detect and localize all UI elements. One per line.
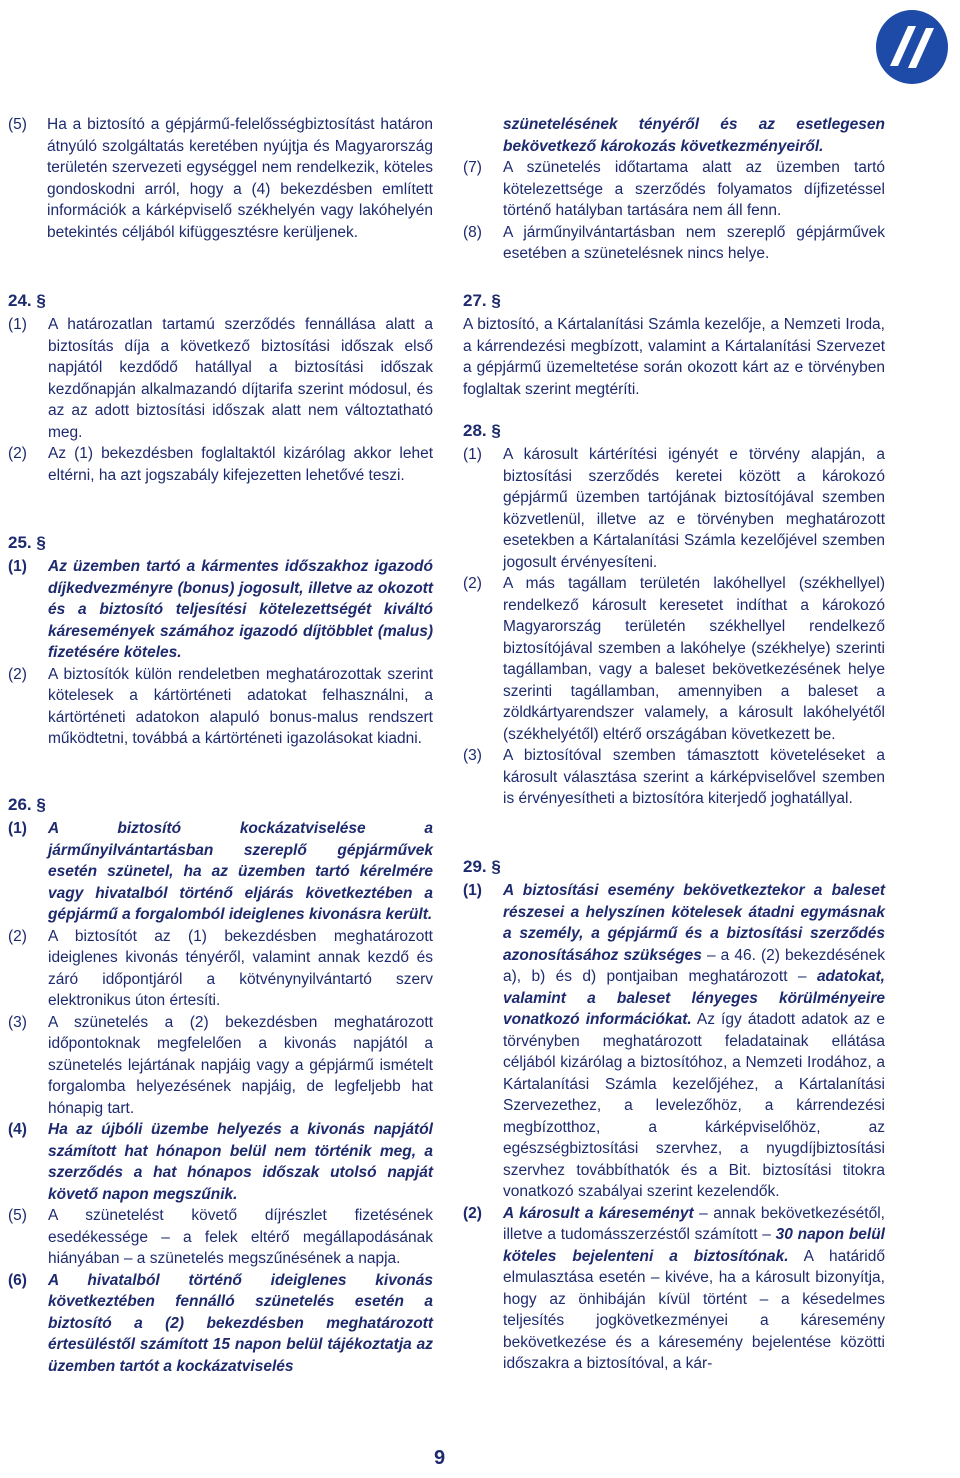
paragraph-3 bbox=[463, 745, 885, 810]
paragraph-7 bbox=[463, 157, 885, 222]
paragraph-text-bold-a: A károsult a káreseményt bbox=[503, 1204, 694, 1222]
paragraph-text: A biztosítóval szemben támasztott követeléseket a károsult választása szerint a kárképviselővel szemben is érvényesítheti a biztosítóra kiterjedő joghatállyal. bbox=[503, 747, 885, 807]
section-heading: 24. § bbox=[8, 291, 46, 310]
paragraph-1 bbox=[8, 556, 433, 664]
section-text: A biztosító, a Kártalanítási Számla kezelője, a Nemzeti Iroda, a kárrendezési megbízott, valamint a Kártalanítási Szervezet a gépjármű üzemeltetése során okozott kárt az e törvényben foglaltak szerint megtéríti. bbox=[463, 316, 885, 398]
paragraph-text: A járműnyilvántartásban nem szereplő gépjárművek esetében a szünetelésnek nincs helye. bbox=[503, 223, 885, 262]
paragraph-text: A szünetelést követő díjrészlet fizetésének esedékessége – a felek eltérő megállapodásának hiányában – a szünetelés megszűnésének a napja. bbox=[48, 1207, 433, 1267]
section-26 bbox=[8, 794, 433, 1377]
paragraph-8 bbox=[463, 222, 885, 265]
page-number: 9 bbox=[434, 1447, 446, 1469]
paragraph-text: A szünetelés a (2) bekezdésben meghatározott időpontoknak megfelelően a kivonás napjától a szünetelés lejártának napjáig vagy a gépjármű ismételt forgalomba helyezésének napjáig, de legfeljebb hat hónapig tart. bbox=[48, 1013, 433, 1117]
section-23-continuation bbox=[8, 114, 433, 243]
paragraph-5 bbox=[8, 114, 433, 243]
paragraph-2 bbox=[8, 664, 433, 750]
paragraph-number: (1) bbox=[463, 882, 482, 899]
paragraph-text: A más tagállam területén lakóhellyel (székhellyel) rendelkező károsult keresetet indíthat a károkozó Magyarország területén székhellyel rendelkező biztosítójával szemben a lakóhelye (székhelye) szerinti tagállamban, vagy a baleset bekövetkezésének helye szerinti tagállamban, amennyiben a baleset a zöldkártyarendszer valamely, a károsult lakóhelyétől (székhelyétől) eltérő országában következett be. bbox=[503, 575, 885, 743]
paragraph-number: (2) bbox=[463, 575, 482, 592]
insurer-logo-icon bbox=[872, 4, 952, 88]
paragraph-number: (1) bbox=[463, 446, 482, 463]
paragraph-number: (3) bbox=[8, 1013, 27, 1031]
paragraph-1 bbox=[8, 314, 433, 443]
section-24 bbox=[8, 290, 433, 486]
paragraph-1 bbox=[463, 880, 885, 1203]
paragraph-number: (7) bbox=[463, 159, 482, 176]
paragraph-number: (2) bbox=[8, 927, 27, 945]
section-heading: 27. § bbox=[463, 291, 501, 310]
paragraph-text: A szünetelés időtartama alatt az üzemben tartó kötelezettsége a szerződés folyamatos díjfizetéssel történő hatályban tartására nem áll fenn. bbox=[503, 159, 885, 219]
paragraph-text-plain-b: Az így átadott adatok az e törvényben meghatározott feladatainak ellátása céljából kizárólag a biztosítóhoz, a Nemzeti Irodához, a Kártalanítási Számla kezelőjéhez, a Kártalanítási Szervezethez, a levelezőhöz, a kárrendezési megbízotthoz, a kárképviselőhöz, az egészségbiztosítási szervhez, a nyugdíjbiztosítási szervhez továbbíthatók és a Bit. biztosítási titokra vonatkozó szabályai szerint kezelendők. bbox=[503, 1011, 885, 1200]
paragraph-text: A biztosítót az (1) bekezdésben meghatározott ideiglenes kivonás tényéről, valamint annak kezdő és záró időpontjáról a kötvénynyilvántartó szerv elektronikus úton értesíti. bbox=[48, 927, 433, 1009]
paragraph-2 bbox=[463, 1203, 885, 1375]
section-27 bbox=[463, 290, 885, 400]
paragraph-number: (3) bbox=[463, 747, 482, 764]
paragraph-text-plain-a: – a 46. (2) bekezdésének a), b) és d) pontjaiban meghatározott – bbox=[503, 946, 885, 985]
paragraph-text: Ha a biztosító a gépjármű-felelősségbiztosítást határon átnyúló szolgáltatás keretében nyújtja és Magyarország területén szervezeti egységgel nem rendelkezik, köteles gondoskodni arról, hogy a (4) bekezdésben említett információk a kárképviselő székhelyén vagy lakóhelyén betekintés céljából kifüggesztésre kerüljenek. bbox=[47, 116, 433, 241]
paragraph-number: (1) bbox=[8, 316, 27, 333]
paragraph-number: (2) bbox=[8, 665, 27, 683]
section-26-continuation bbox=[463, 114, 885, 265]
paragraph-5 bbox=[8, 1205, 433, 1270]
paragraph-number: (6) bbox=[8, 1271, 27, 1289]
paragraph-6 bbox=[8, 1270, 433, 1378]
section-heading: 25. § bbox=[8, 533, 46, 552]
paragraph-2 bbox=[8, 443, 433, 486]
paragraph-text: Az üzemben tartó a kármentes időszakhoz igazodó díjkedvezményre (bonus) jogosult, illetve az okozott és a biztosító teljesítési kötelezettségét kiváltó káresemények számához igazodó díjtöbblet (malus) fizetésére köteles. bbox=[48, 558, 433, 661]
paragraph-text-plain-a: – annak bekövetkezésétől, illetve a tudomásszerzéstől számított – bbox=[503, 1204, 885, 1243]
paragraph-text: A biztosítók külön rendeletben meghatározottak szerint kötelesek a kártörténeti adatokat felhasználni, a kártörténeti adatokon alapuló bonus-malus rendszert működtetni, továbbá a kártörténeti igazolásokat kiadni. bbox=[48, 665, 433, 747]
paragraph-text-bold-a: A biztosítási esemény bekövetkeztekor a baleset részesei a helyszínen kötelesek átadni egymásnak a személy, a gépjármű és a biztosítási szerződés azonosításához szükséges bbox=[503, 882, 885, 964]
paragraph-number: (1) bbox=[8, 558, 27, 575]
paragraph-text: A hivatalból történő ideiglenes kivonás következtében fennálló szünetelés esetén a biztosító a (2) bekezdésben meghatározott értesüléstől számított 15 napon belül tájékoztatja az üzemben tartót a kockázatviselés bbox=[48, 1271, 433, 1375]
paragraph-text: A károsult kártérítési igényét e törvény alapján, a biztosítási szerződés keretei között a károkozó gépjármű üzemben tartójának biztosítójával szemben közvetlenül, illetve az e törvényben meghatározott esetekben a Kártalanítási Számla kezelőjével szemben jogosult érvényesíteni. bbox=[503, 446, 885, 571]
paragraph-text: A határozatlan tartamú szerződés fennállása alatt a biztosítás díja a következő biztosítási időszak első napjától kezdődő hatállyal a biztosítási időszak kezdőnapján alkalmazandó díjtarifa szerint módosul, és az az adott biztosítási időszak alatt nem változtatható meg. bbox=[48, 316, 433, 441]
paragraph-text: A biztosító kockázatviselése a járműnyilvántartásban szereplő gépjárművek esetén szünetel, ha az üzemben tartó kérelmére vagy hivatalból történő eljárás következtében a gépjármű a forgalomból ideiglenes kivonásra került. bbox=[48, 820, 433, 923]
section-29 bbox=[463, 856, 885, 1375]
paragraph-text-bold-b: adatokat, valamint a baleset lényeges körülményeire vonatkozó információkat. bbox=[503, 968, 885, 1028]
paragraph-text: Az (1) bekezdésben foglaltaktól kizárólag akkor lehet eltérni, ha azt jogszabály kifejezetten lehetővé teszi. bbox=[48, 445, 433, 484]
paragraph-number: (1) bbox=[8, 820, 27, 837]
section-28 bbox=[463, 420, 885, 810]
paragraph-1 bbox=[463, 444, 885, 573]
section-heading: 29. § bbox=[463, 857, 501, 876]
paragraph-number: (2) bbox=[463, 1204, 482, 1222]
paragraph-4 bbox=[8, 1119, 433, 1205]
section-25 bbox=[8, 532, 433, 750]
paragraph-3 bbox=[8, 1012, 433, 1120]
paragraph-text: Ha az újbóli üzembe helyezés a kivonás napjától számított hat hónapon belül nem történik meg, a szerződés a hat hónapos időszak utolsó napját követő napon megszűnik. bbox=[48, 1121, 433, 1203]
paragraph-number: (5) bbox=[8, 116, 27, 133]
paragraph-number: (8) bbox=[463, 223, 482, 241]
paragraph-text-bold-b: 30 napon belül köteles bejelenteni a biztosítónak. bbox=[503, 1226, 885, 1265]
paragraph-number: (2) bbox=[8, 445, 27, 462]
section-heading: 26. § bbox=[8, 795, 46, 814]
paragraph-text: szünetelésének tényéről és az esetlegesen bekövetkező károkozás következményeiről. bbox=[503, 116, 885, 155]
paragraph-number: (4) bbox=[8, 1121, 27, 1138]
section-heading: 28. § bbox=[463, 421, 501, 440]
paragraph-2 bbox=[8, 926, 433, 1012]
paragraph-text-plain-b: A határidő elmulasztása esetén – kivéve, ha a károsult bizonyítja, hogy az önhibáján kívül történt – a késedelmes teljesítés jogkövetkezményei a káresemény bekövetkezése és a káresemény bejelentése közötti időszakra a biztosítóval, a kár- bbox=[503, 1247, 885, 1372]
paragraph-6-continuation bbox=[463, 114, 885, 157]
paragraph-number: (5) bbox=[8, 1207, 27, 1224]
paragraph-1 bbox=[8, 818, 433, 926]
paragraph-2 bbox=[463, 573, 885, 745]
